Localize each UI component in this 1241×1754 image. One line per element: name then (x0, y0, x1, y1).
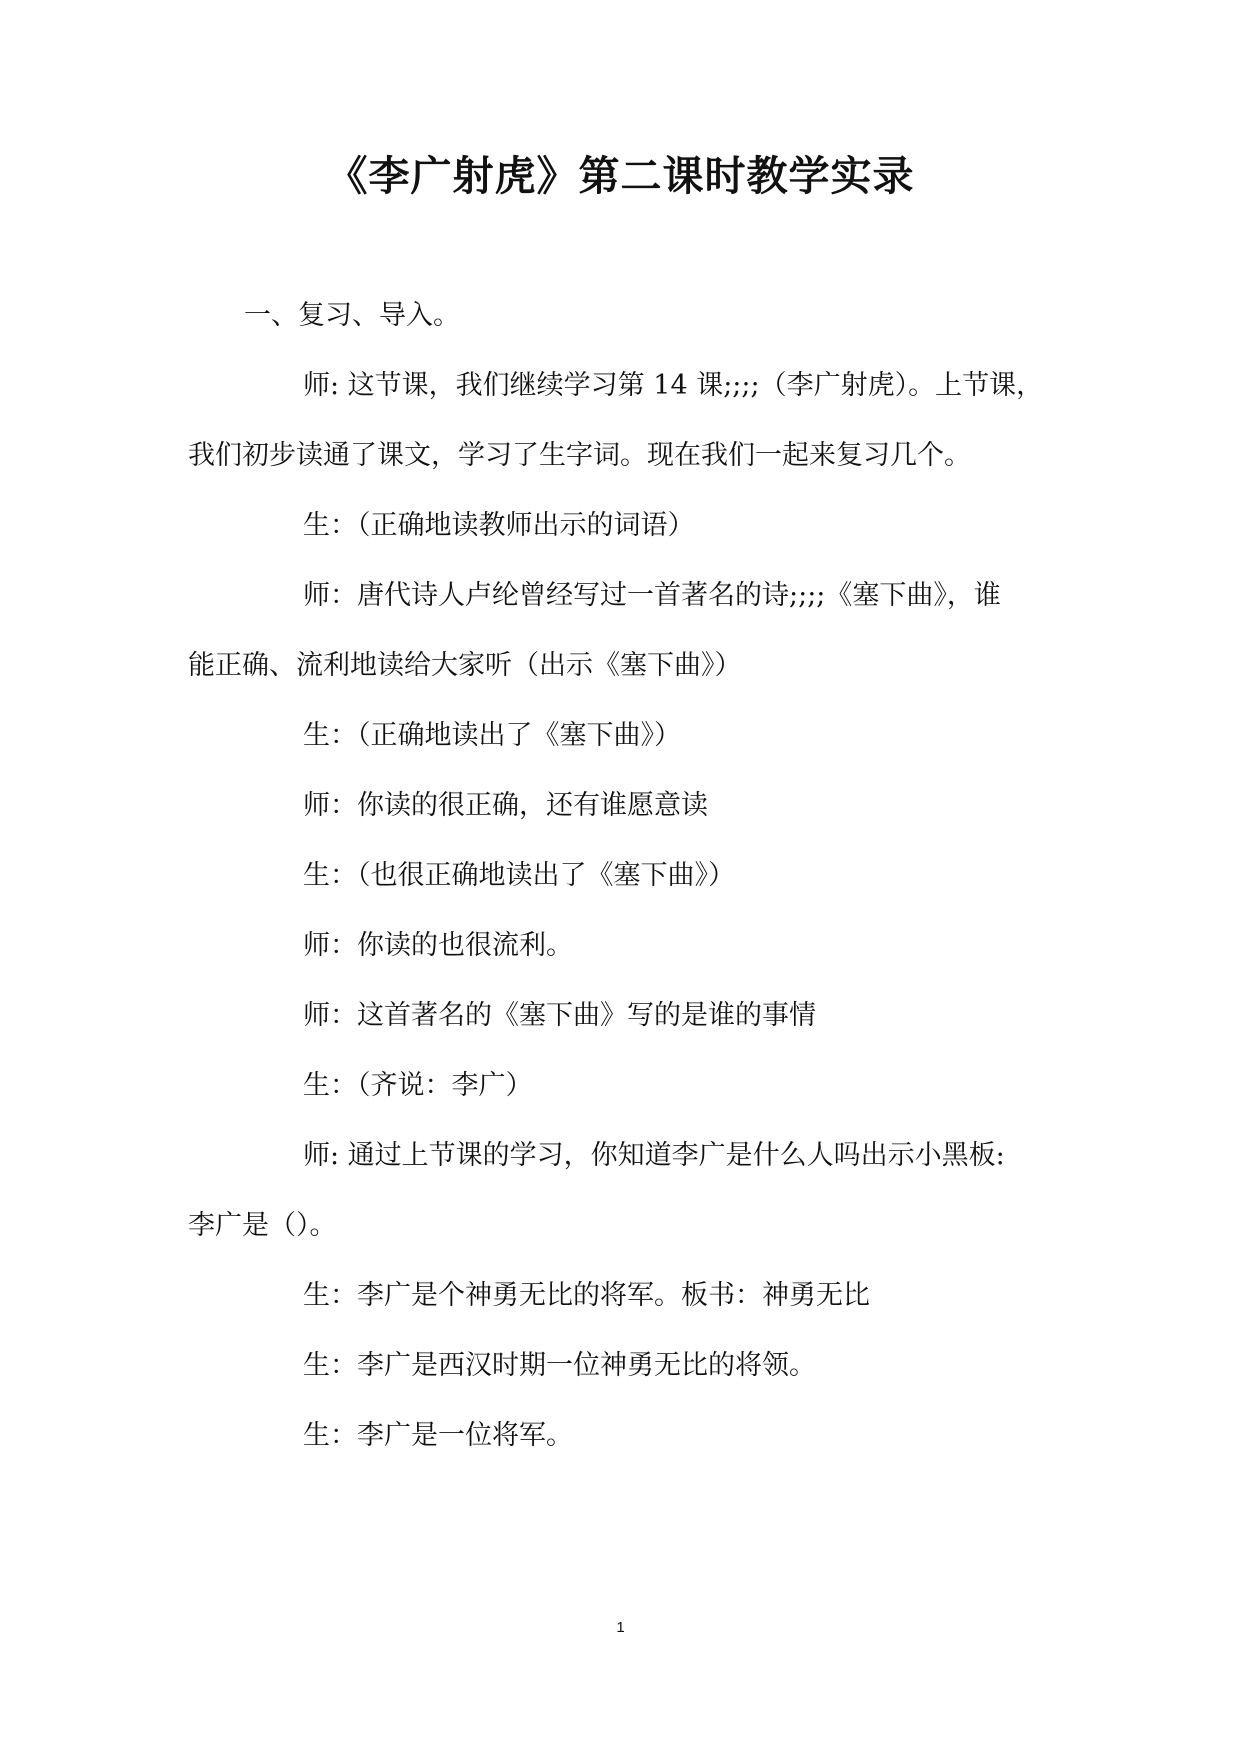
paragraph-line: 生：（也很正确地读出了《塞下曲》） (303, 860, 735, 891)
paragraph-line: 师: 这节课，我们继续学习第 14 课;;;;（李广射虎）。上节课， (303, 370, 1044, 401)
paragraph-line: 师：你读的很正确，还有谁愿意读 (303, 790, 708, 821)
paragraph-line: 师：唐代诗人卢纶曾经写过一首著名的诗;;;;《塞下曲》，谁 (303, 580, 1001, 611)
page-number: 1 (616, 1619, 625, 1636)
paragraph-line: 生：（正确地读教师出示的词语） (303, 510, 695, 541)
paragraph-line: 李广是（）。 (188, 1210, 337, 1241)
paragraph-line: 师：这首著名的《塞下曲》写的是谁的事情 (303, 1000, 816, 1031)
paragraph-line: 生：李广是西汉时期一位神勇无比的将领。 (303, 1350, 816, 1381)
paragraph-line: 师: 通过上节课的学习，你知道李广是什么人吗出示小黑板: (303, 1140, 1005, 1171)
paragraph-line: 生：李广是一位将军。 (303, 1420, 573, 1451)
paragraph-line: 能正确、流利地读给大家听（出示《塞下曲》） (188, 650, 742, 681)
document-title: 《李广射虎》第二课时教学实录 (326, 152, 915, 200)
paragraph-line: 我们初步读通了课文，学习了生字词。现在我们一起来复习几个。 (188, 440, 971, 471)
section-heading: 一、复习、导入。 (244, 300, 460, 331)
paragraph-line: 生：李广是个神勇无比的将军。板书：神勇无比 (303, 1280, 870, 1311)
paragraph-line: 生：（齐说：李广） (303, 1070, 533, 1101)
paragraph-line: 生：（正确地读出了《塞下曲》） (303, 720, 681, 751)
paragraph-line: 师：你读的也很流利。 (303, 930, 573, 961)
